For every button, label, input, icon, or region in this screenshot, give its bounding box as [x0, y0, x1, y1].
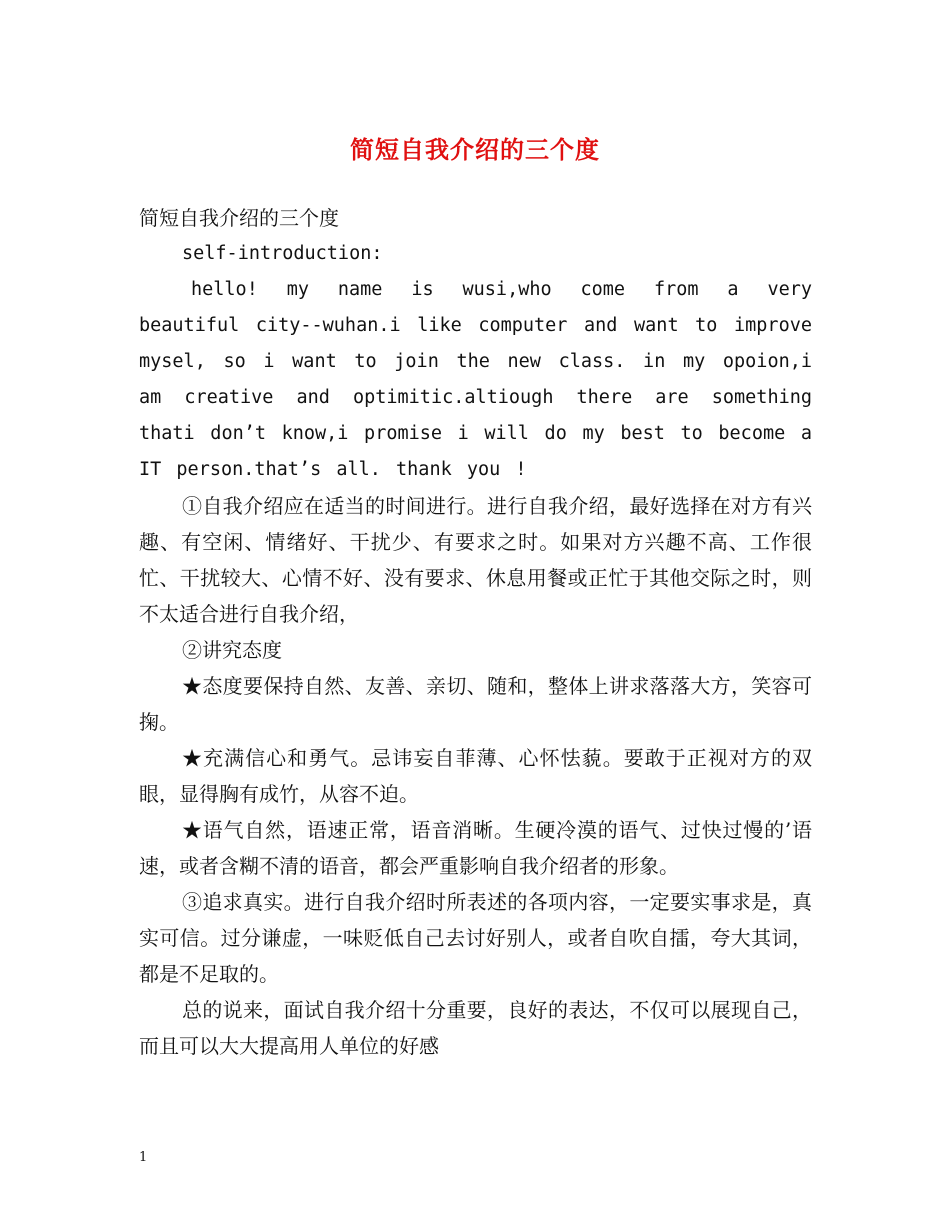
- paragraph-heading: 简短自我介绍的三个度: [139, 206, 339, 230]
- paragraph-self-introduction-label: self-introduction:: [182, 243, 383, 264]
- paragraph-attitude-natural: ★态度要保持自然、友善、亲切、随和，整体上讲求落落大方，笑容可掬。: [139, 674, 812, 734]
- document-body: [139, 200, 812, 1064]
- paragraph-timing: ①自我介绍应在适当的时间进行。进行自我介绍，最好选择在对方有兴趣、有空闲、情绪好、干扰少、有要求之时。如果对方兴趣不高、工作很忙、干扰较大、心情不好、没有要求、休息用餐或正忙于其他交际之时，则不太适合进行自我介绍，: [139, 494, 812, 626]
- document-title: 简短自我介绍的三个度: [350, 135, 600, 164]
- paragraph-truthfulness: ③追求真实。进行自我介绍时所表述的各项内容，一定要实事求是，真实可信。过分谦虚，一味贬低自己去讨好别人，或者自吹自擂，夸大其词，都是不足取的。: [139, 890, 812, 986]
- page-number: 1: [139, 1150, 148, 1165]
- paragraph-confidence: ★充满信心和勇气。忌讳妄自菲薄、心怀怯藐。要敢于正视对方的双眼，显得胸有成竹，从容不迫。: [139, 746, 812, 806]
- paragraph-attitude-heading: ②讲究态度: [182, 638, 282, 662]
- paragraph-summary: 总的说来，面试自我介绍十分重要，良好的表达，不仅可以展现自己，而且可以大大提高用人单位的好感: [139, 998, 812, 1058]
- paragraph-tone: ★语气自然，语速正常，语音消晰。生硬冷漠的语气、过快过慢的’语速，或者含糊不清的语音，都会严重影响自我介绍者的形象。: [139, 818, 812, 878]
- paragraph-english-intro: hello! my name is wusi,who come from a very beautiful city--wuhan.i like computer and want to improve mysel, so i want to join the new class. in my opoion,i am creative and optimitic.altiough there are something thati don’t know,i promise i will do my best to become a IT person.that’s all. thank you !: [139, 279, 812, 480]
